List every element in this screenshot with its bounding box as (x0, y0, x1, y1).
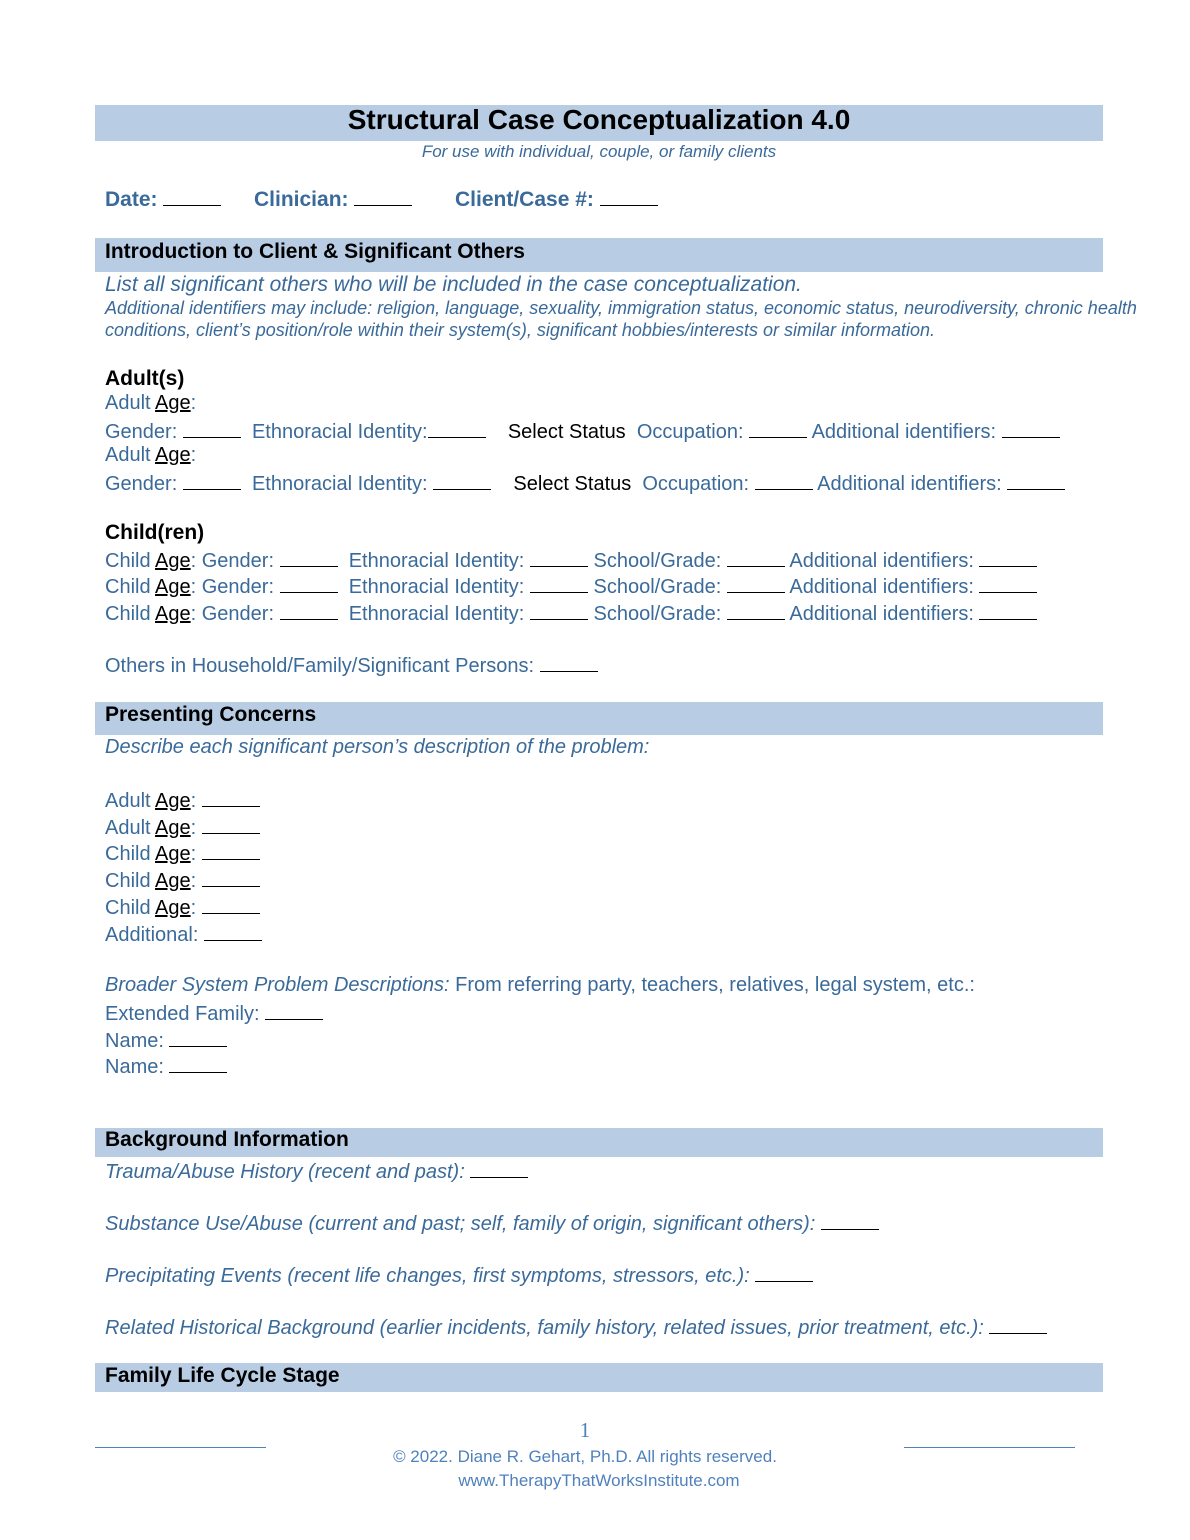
name-row (105, 1054, 227, 1079)
age-link: Age (155, 392, 191, 414)
intro-note-2: conditions, client’s position/role within their system(s), significant hobbies/interests or similar information. (105, 320, 936, 340)
presenting-child-row (105, 868, 260, 893)
age-link: Age (155, 550, 191, 572)
name-label: Name: (105, 1030, 164, 1052)
child-row (105, 601, 1037, 626)
age-link: Age (155, 897, 191, 919)
additional-blank[interactable] (1007, 471, 1065, 490)
age-link: Age (155, 444, 191, 466)
adult-word: Adult (105, 817, 151, 839)
child-word: Child (105, 550, 151, 572)
ethno-label: Ethnoracial Identity: (348, 603, 525, 625)
precipitating-label: Precipitating Events (recent life changes, first symptoms, stressors, etc.): (105, 1265, 750, 1287)
children-heading: Child(ren) (105, 521, 205, 544)
ethno-label: Ethnoracial Identity: (251, 421, 428, 443)
child-word: Child (105, 576, 151, 598)
date-label: Date: (105, 188, 158, 211)
broader-description: From referring party, teachers, relatives, legal system, etc.: (449, 974, 975, 996)
name-blank[interactable] (169, 1028, 227, 1047)
school-blank[interactable] (727, 574, 785, 593)
age-link: Age (155, 790, 191, 812)
additional-label: Additional: (105, 924, 199, 946)
description-blank[interactable] (202, 868, 260, 887)
gender-blank[interactable] (280, 548, 338, 567)
adult-age-row (105, 444, 196, 467)
occupation-blank[interactable] (755, 471, 813, 490)
occupation-label: Occupation: (642, 473, 750, 495)
additional-label: Additional identifiers: (817, 473, 1002, 495)
description-blank[interactable] (202, 788, 260, 807)
child-word: Child (105, 870, 151, 892)
colon: : (190, 817, 197, 839)
intro-instruction: List all significant others who will be included in the case conceptualization. (105, 273, 802, 296)
presenting-child-row (105, 895, 260, 920)
gender-blank[interactable] (183, 471, 241, 490)
historical-row (105, 1315, 1047, 1340)
adult-word: Adult (105, 444, 151, 466)
case-blank[interactable] (600, 187, 658, 206)
others-row (105, 653, 598, 678)
name-label: Name: (105, 1056, 164, 1078)
date-blank[interactable] (163, 187, 221, 206)
historical-label: Related Historical Background (earlier incidents, family history, related issues, prior treatment, etc.): (105, 1317, 984, 1339)
intro-note-1: Additional identifiers may include: religion, language, sexuality, immigration status, economic status, neurodiversity, chronic health (105, 298, 1137, 318)
intro-heading: Introduction to Client & Significant Others (105, 240, 525, 263)
substance-label: Substance Use/Abuse (current and past; self, family of origin, significant others): (105, 1213, 816, 1235)
gender-label: : Gender: (190, 550, 275, 572)
description-blank[interactable] (202, 815, 260, 834)
broader-label: Broader System Problem Descriptions: (105, 974, 450, 996)
gender-blank[interactable] (183, 419, 241, 438)
ethno-blank[interactable] (433, 471, 491, 490)
name-blank[interactable] (169, 1054, 227, 1073)
date-field[interactable] (105, 187, 221, 212)
school-blank[interactable] (727, 548, 785, 567)
presenting-instruction: Describe each significant person’s description of the problem: (105, 736, 650, 758)
background-heading: Background Information (105, 1128, 349, 1151)
occupation-blank[interactable] (749, 419, 807, 438)
description-blank[interactable] (202, 841, 260, 860)
footer-copyright: © 2022. Diane R. Gehart, Ph.D. All rights reserved. (393, 1447, 777, 1466)
clinician-blank[interactable] (354, 187, 412, 206)
page-subtitle: For use with individual, couple, or family clients (421, 142, 777, 161)
age-link: Age (155, 843, 191, 865)
colon: : (190, 392, 197, 414)
age-link: Age (155, 870, 191, 892)
presenting-adult-row (105, 788, 260, 813)
adult-word: Adult (105, 392, 151, 414)
substance-blank[interactable] (821, 1211, 879, 1230)
ethno-label: Ethnoracial Identity: (348, 550, 525, 572)
colon: : (190, 790, 197, 812)
clinician-label: Clinician: (254, 188, 349, 211)
page-title: Structural Case Conceptualization 4.0 (347, 104, 851, 135)
ethno-blank[interactable] (428, 419, 486, 438)
adult-word: Adult (105, 790, 151, 812)
broader-system-row (105, 974, 975, 997)
presenting-heading: Presenting Concerns (105, 703, 317, 726)
age-link: Age (155, 603, 191, 625)
footer-website[interactable]: www.TherapyThatWorksInstitute.com (458, 1471, 740, 1490)
child-word: Child (105, 897, 151, 919)
trauma-blank[interactable] (470, 1159, 528, 1178)
school-label: School/Grade: (593, 550, 722, 572)
gender-label: Gender: (105, 473, 178, 495)
trauma-row (105, 1159, 528, 1184)
additional-label: Additional identifiers: (789, 603, 974, 625)
adult-detail-row (105, 471, 1065, 496)
additional-blank[interactable] (979, 574, 1037, 593)
child-row (105, 574, 1037, 599)
gender-label: Gender: (105, 421, 178, 443)
adult-detail-row (105, 419, 1060, 444)
colon: : (190, 444, 197, 466)
colon: : (190, 870, 197, 892)
presenting-child-row (105, 841, 260, 866)
child-word: Child (105, 603, 151, 625)
extended-family-row (105, 1001, 323, 1026)
substance-row (105, 1211, 879, 1236)
precipitating-row (105, 1263, 813, 1288)
lifecycle-heading: Family Life Cycle Stage (105, 1364, 340, 1387)
select-status-dropdown[interactable]: Select Status (513, 473, 632, 495)
additional-label: Additional identifiers: (789, 550, 974, 572)
others-blank[interactable] (540, 653, 598, 672)
additional-label: Additional identifiers: (789, 576, 974, 598)
ethno-blank[interactable] (530, 601, 588, 620)
gender-blank[interactable] (280, 574, 338, 593)
clinician-field[interactable] (254, 187, 412, 212)
colon: : (190, 897, 197, 919)
extended-blank[interactable] (265, 1001, 323, 1020)
case-field[interactable] (455, 187, 658, 212)
precipitating-blank[interactable] (755, 1263, 813, 1282)
gender-label: : Gender: (190, 576, 275, 598)
historical-blank[interactable] (989, 1315, 1047, 1334)
case-label: Client/Case #: (455, 188, 594, 211)
additional-label: Additional identifiers: (811, 421, 997, 443)
gender-label: : Gender: (190, 603, 275, 625)
presenting-adult-row (105, 815, 260, 840)
extended-label: Extended Family: (105, 1003, 260, 1025)
presenting-additional-row (105, 922, 262, 947)
colon: : (190, 843, 197, 865)
adults-heading: Adult(s) (105, 367, 185, 390)
select-status-dropdown[interactable]: Select Status (507, 421, 626, 443)
ethno-label: Ethnoracial Identity: (348, 576, 525, 598)
additional-blank[interactable] (979, 548, 1037, 567)
ethno-blank[interactable] (530, 574, 588, 593)
description-blank[interactable] (204, 922, 262, 941)
child-row (105, 548, 1037, 573)
adult-age-row (105, 392, 196, 415)
gender-blank[interactable] (280, 601, 338, 620)
school-label: School/Grade: (593, 603, 722, 625)
age-link: Age (155, 576, 191, 598)
additional-blank[interactable] (979, 601, 1037, 620)
page-number: 1 (579, 1418, 591, 1442)
age-link: Age (155, 817, 191, 839)
ethno-blank[interactable] (530, 548, 588, 567)
additional-blank[interactable] (1002, 419, 1060, 438)
name-row (105, 1028, 227, 1053)
child-word: Child (105, 843, 151, 865)
ethno-label: Ethnoracial Identity: (251, 473, 428, 495)
description-blank[interactable] (202, 895, 260, 914)
school-label: School/Grade: (593, 576, 722, 598)
school-blank[interactable] (727, 601, 785, 620)
others-label: Others in Household/Family/Significant Persons: (105, 655, 535, 677)
trauma-label: Trauma/Abuse History (recent and past): (105, 1161, 465, 1183)
occupation-label: Occupation: (636, 421, 744, 443)
